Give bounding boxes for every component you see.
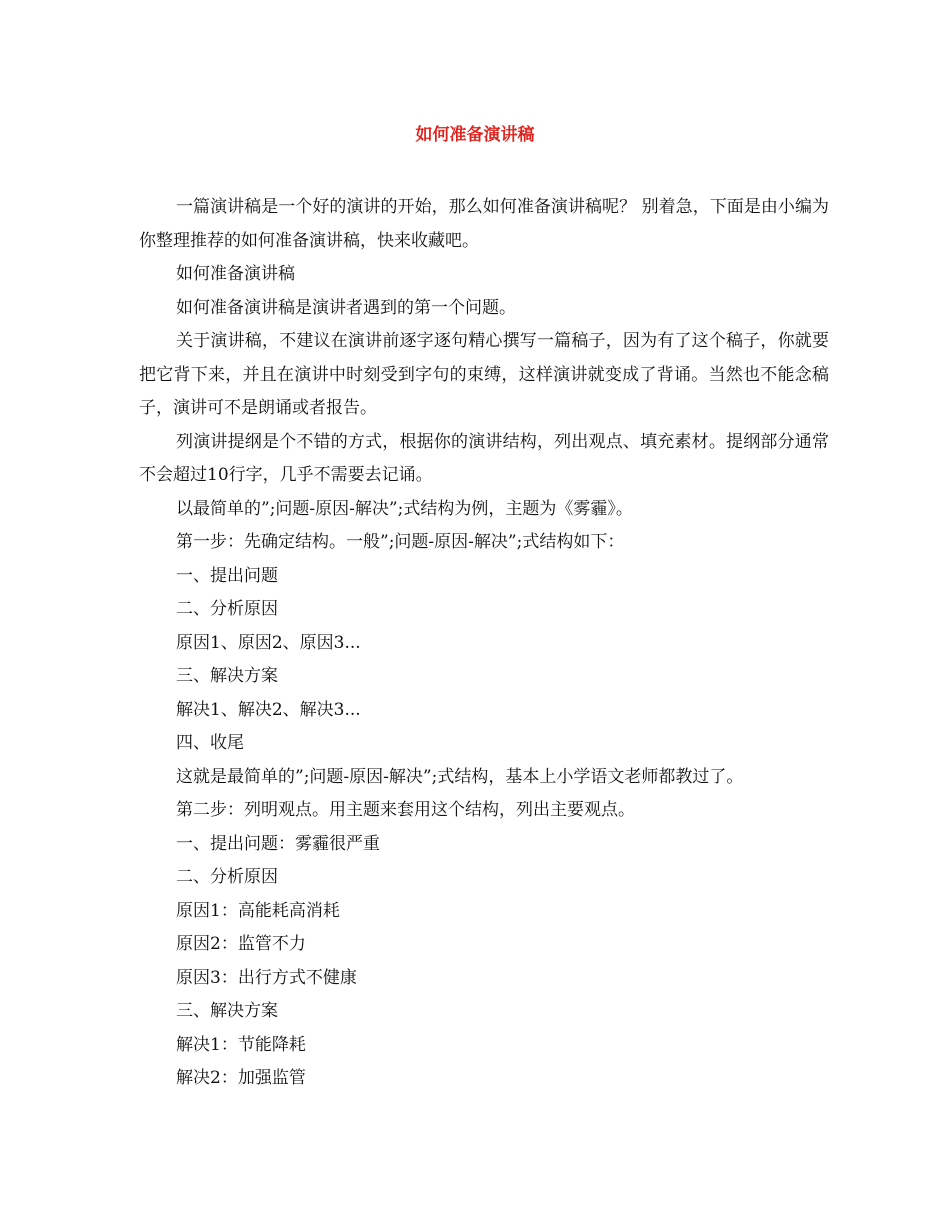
paragraph: 列演讲提纲是个不错的方式，根据你的演讲结构，列出观点、填充素材。提纲部分通常不会超过10行字，几乎不需要去记诵。 (139, 431, 829, 485)
paragraph: 如何准备演讲稿 (176, 264, 295, 284)
paragraph: 三、解决方案 (176, 666, 278, 686)
paragraph: 一、提出问题 (176, 565, 278, 586)
paragraph: 原因1：高能耗高消耗 (176, 900, 340, 921)
paragraph: 解决1、解决2、解决3... (176, 699, 361, 720)
paragraph: 一篇演讲稿是一个好的演讲的开始，那么如何准备演讲稿呢？ 别着急，下面是由小编为你整理推荐的如何准备演讲稿，快来收藏吧。 (139, 197, 829, 251)
paragraph: 解决2：加强监管 (176, 1068, 306, 1088)
paragraph: 三、解决方案 (176, 1001, 278, 1021)
document-title: 如何准备演讲稿 (415, 125, 535, 145)
paragraph: 二、分析原因 (176, 867, 278, 887)
paragraph: 第二步：列明观点。用主题来套用这个结构，列出主要观点。 (176, 800, 635, 820)
paragraph: 第一步：先确定结构。一般”;问题-原因-解决”;式结构如下： (176, 532, 625, 552)
paragraph: 一、提出问题：雾霾很严重 (176, 833, 380, 854)
paragraph: 以最简单的”;问题-原因-解决”;式结构为例，主题为《雾霾》。 (176, 498, 633, 519)
paragraph: 四、收尾 (176, 733, 244, 753)
document-body (139, 191, 829, 1096)
paragraph: 如何准备演讲稿是演讲者遇到的第一个问题。 (176, 297, 516, 318)
paragraph: 原因1、原因2、原因3... (176, 632, 361, 653)
paragraph: 原因3：出行方式不健康 (176, 967, 357, 988)
paragraph: 这就是最简单的”;问题-原因-解决”;式结构，基本上小学语文老师都教过了。 (176, 766, 744, 787)
paragraph: 原因2：监管不力 (176, 934, 306, 954)
paragraph: 二、分析原因 (176, 599, 278, 619)
paragraph: 解决1：节能降耗 (176, 1034, 306, 1055)
paragraph: 关于演讲稿，不建议在演讲前逐字逐句精心撰写一篇稿子，因为有了这个稿子，你就要把它背下来，并且在演讲中时刻受到字句的束缚，这样演讲就变成了背诵。当然也不能念稿子，演讲可不是朗诵或者报告。 (139, 331, 829, 418)
